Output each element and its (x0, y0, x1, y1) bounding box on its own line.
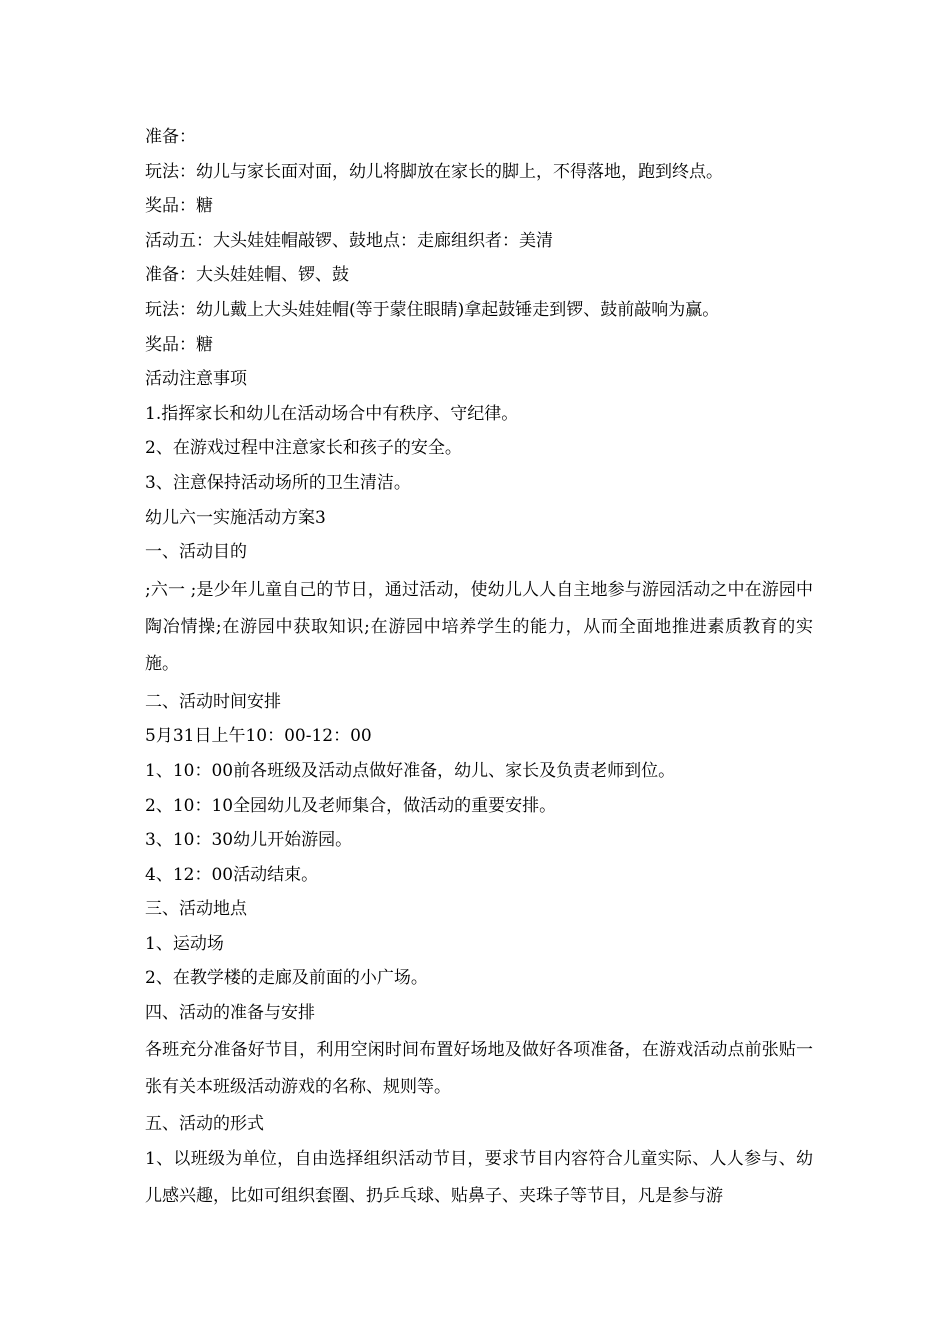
text-line: 1、运动场 (145, 933, 224, 954)
paragraph-format: 1、以班级为单位，自由选择组织活动节目，要求节目内容符合儿童实际、人人参与、幼儿感兴趣，比如可组织套圈、扔乒乓球、贴鼻子、夹珠子等节目，凡是参与游 (145, 1149, 813, 1207)
paragraph-purpose: ;六一 ;是少年儿童自己的节日，通过活动，使幼儿人人自主地参与游园活动之中在游园中陶冶情操;在游园中获取知识;在游园中培养学生的能力，从而全面地推进素质教育的实施。 (145, 579, 813, 674)
paragraph-preparation: 各班充分准备好节目，利用空闲时间布置好场地及做好各项准备，在游戏活动点前张贴一张有关本班级活动游戏的名称、规则等。 (145, 1039, 813, 1097)
section-heading: 三、活动地点 (145, 899, 247, 920)
section-heading: 五、活动的形式 (145, 1113, 264, 1134)
text-line: 1.指挥家长和幼儿在活动场合中有秩序、守纪律。 (145, 403, 519, 424)
text-line: 玩法：幼儿与家长面对面，幼儿将脚放在家长的脚上，不得落地，跑到终点。 (145, 161, 723, 182)
document-title: 幼儿六一实施活动方案3 (145, 507, 326, 528)
section-heading: 一、活动目的 (145, 542, 247, 563)
text-line: 2、在教学楼的走廊及前面的小广场。 (145, 968, 428, 989)
text-line: 奖品：糖 (145, 196, 213, 217)
text-line: 2、10：10全园幼儿及老师集合，做活动的重要安排。 (145, 795, 557, 816)
section-heading: 四、活动的准备与安排 (145, 1003, 315, 1024)
text-line: 奖品：糖 (145, 334, 213, 355)
section-heading: 活动注意事项 (145, 369, 247, 390)
text-line: 玩法：幼儿戴上大头娃娃帽(等于蒙住眼睛)拿起鼓锤走到锣、鼓前敲响为赢。 (145, 299, 720, 320)
text-line: 3、10：30幼儿开始游园。 (145, 830, 353, 851)
text-line: 活动五：大头娃娃帽敲锣、鼓地点：走廊组织者：美清 (145, 230, 553, 251)
text-line: 1、10：00前各班级及活动点做好准备，幼儿、家长及负责老师到位。 (145, 760, 676, 781)
text-line: 准备：大头娃娃帽、锣、鼓 (145, 265, 349, 286)
section-heading: 二、活动时间安排 (145, 691, 281, 712)
text-line: 5月31日上午10：00-12：00 (145, 726, 372, 747)
text-line: 4、12：00活动结束。 (145, 864, 319, 885)
text-line: 准备： (145, 127, 196, 147)
document-body (145, 120, 813, 1215)
text-line: 2、在游戏过程中注意家长和孩子的安全。 (145, 438, 462, 459)
text-line: 3、注意保持活动场所的卫生清洁。 (145, 472, 411, 493)
